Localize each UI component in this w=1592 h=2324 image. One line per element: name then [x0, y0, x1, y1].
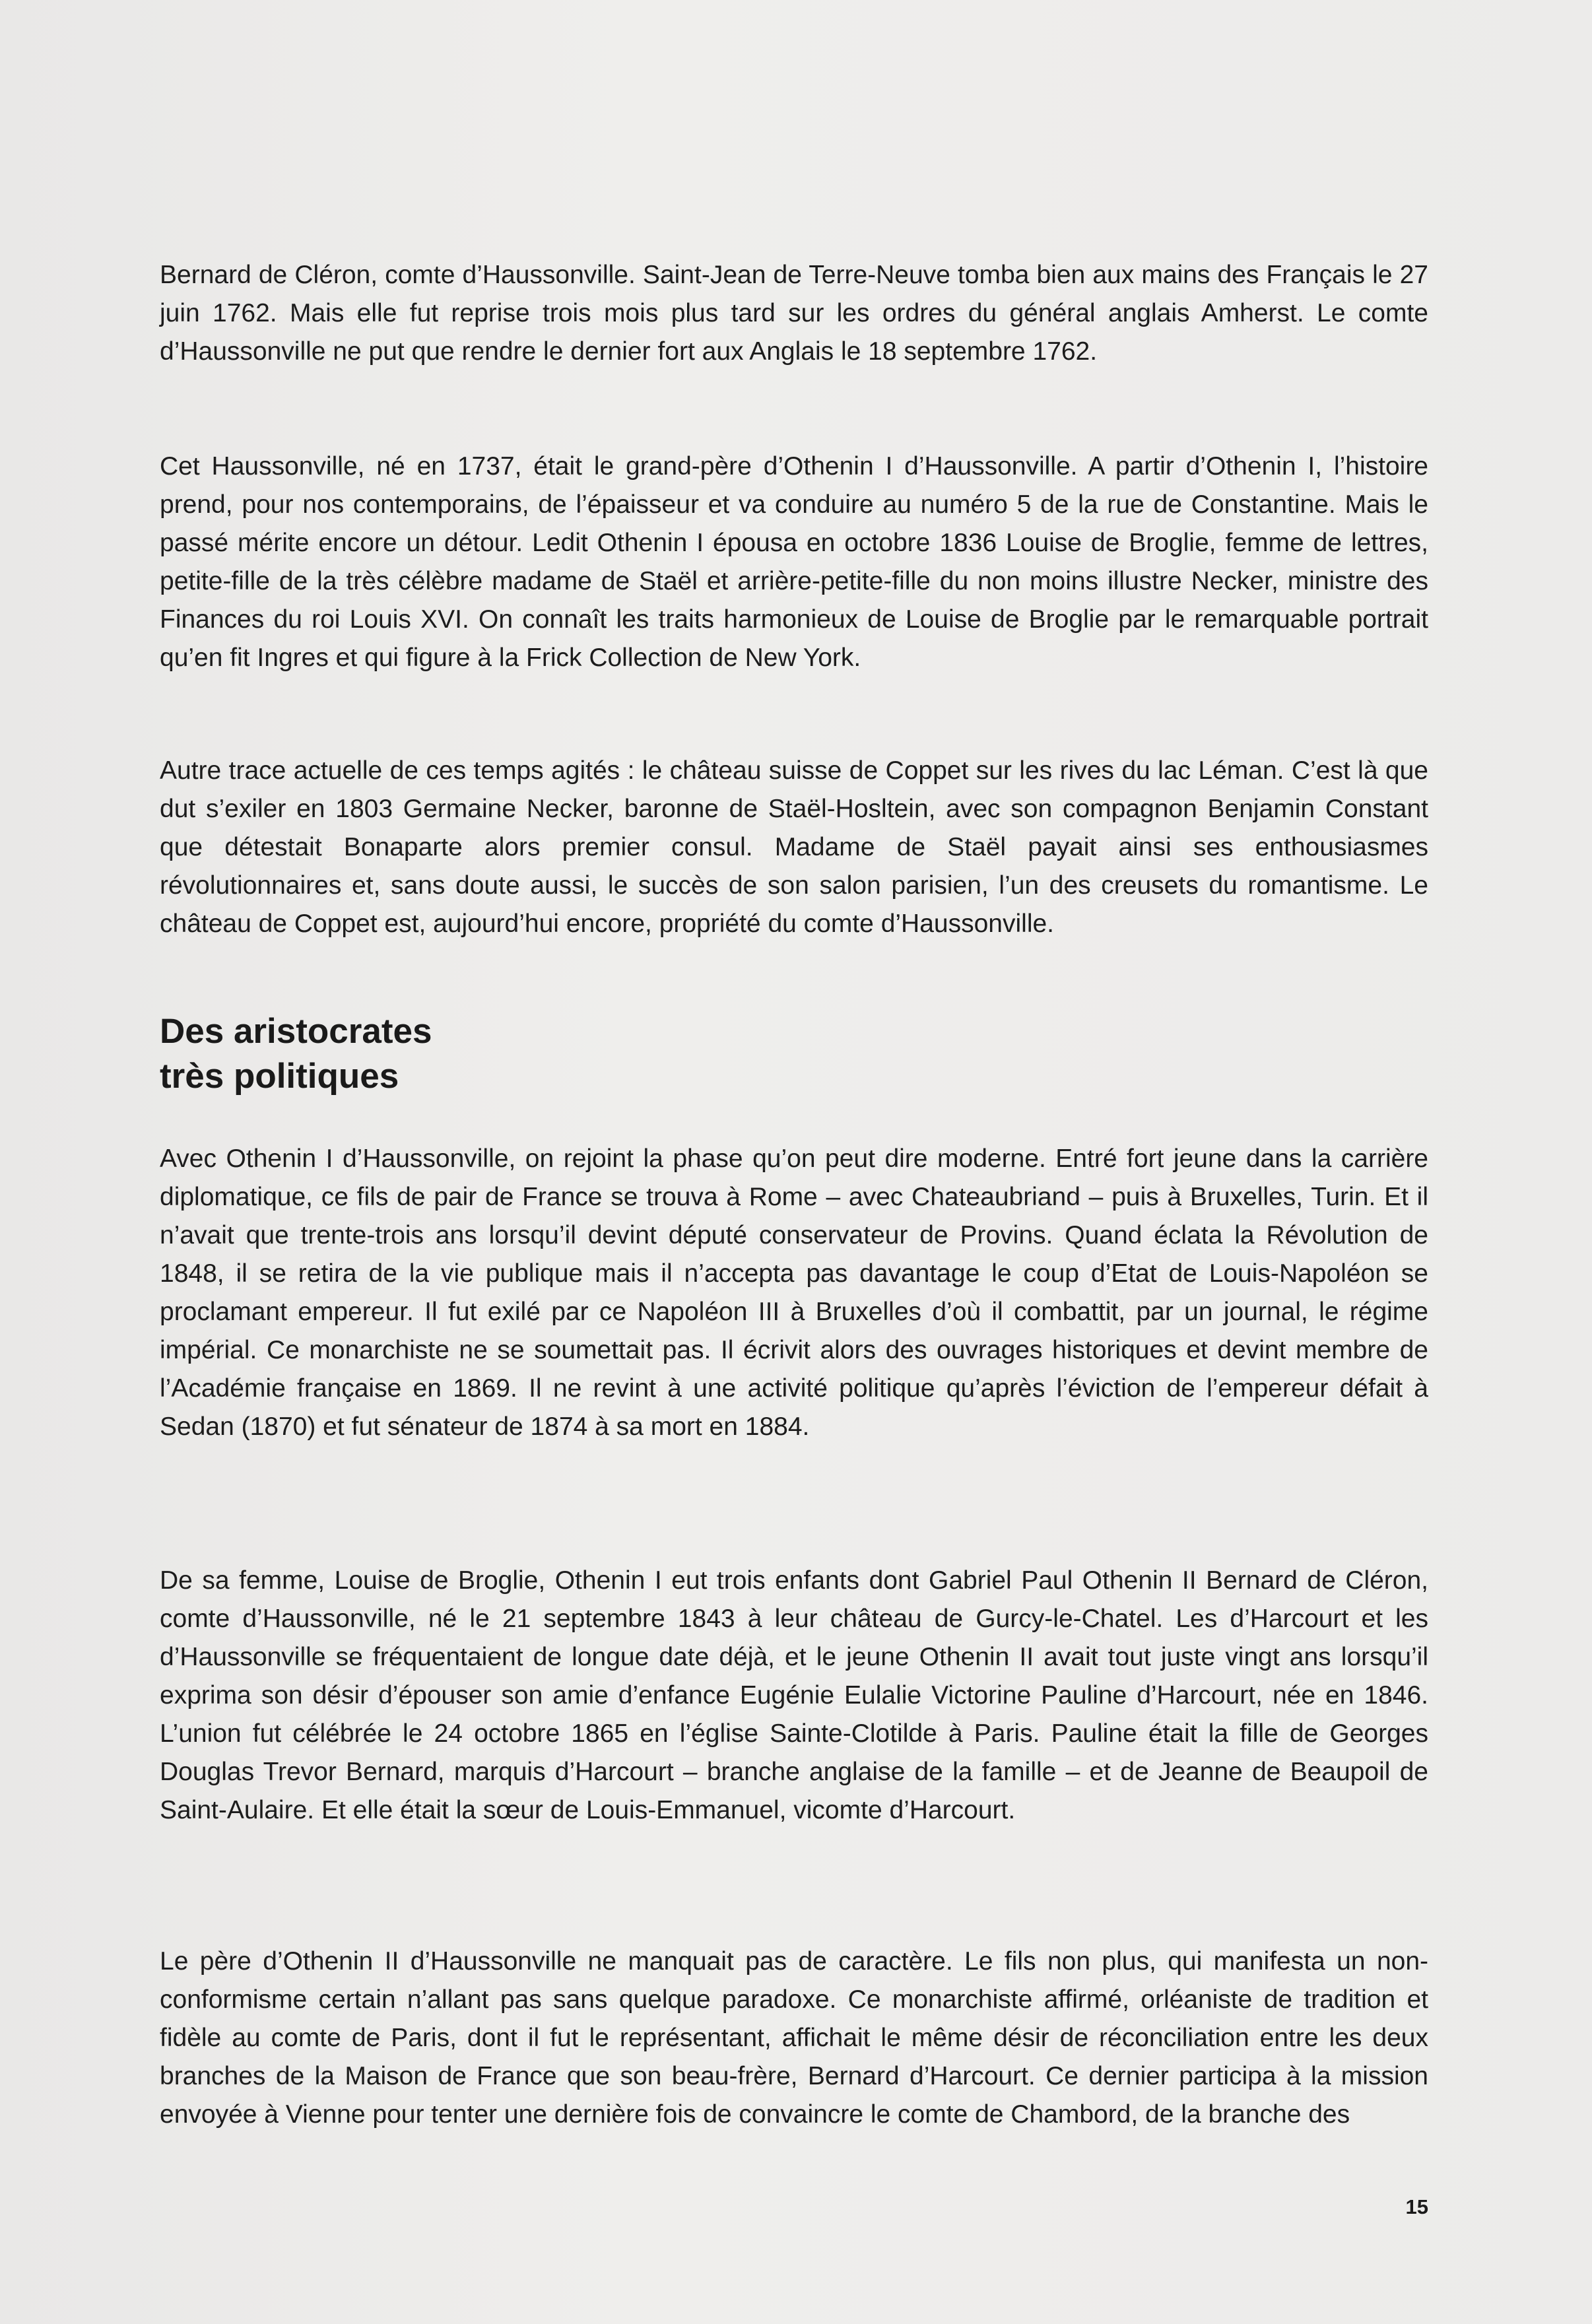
page-number: 15: [1405, 2195, 1428, 2218]
paragraph-5: De sa femme, Louise de Broglie, Othenin I eut trois enfants dont Gabriel Paul Othenin II Bernard de Cléron, comte d’Haussonville, né le 21 septembre 1843 à leur château de Gurcy-le-Chatel. Les d’Harcourt et les d’Haussonville se fréquentaient de longue date déjà, et le jeune Othenin II avait tout juste vingt ans lorsqu’il exprima son désir d’épouser son amie d’enfance Eugénie Eulalie Victorine Pauline d’Harcourt, née en 1846. L’union fut célébrée le 24 octobre 1865 en l’église Sainte-Clotilde à Paris. Pauline était la fille de Georges Douglas Trevor Bernard, marquis d’Harcourt – branche anglaise de la famille – et de Jeanne de Beaupoil de Saint-Aulaire. Et elle était la sœur de Louis-Emmanuel, vicomte d’Harcourt.: [160, 1566, 1428, 1824]
section-heading-line-2: très politiques: [160, 1057, 399, 1096]
paragraph-6: Le père d’Othenin II d’Haussonville ne manquait pas de caractère. Le fils non plus, qui manifesta un non-conformisme certain n’allant pas sans quelque paradoxe. Ce monarchiste affirmé, orléaniste de tradition et fidèle au comte de Paris, dont il fut le représentant, affichait le même désir de réconciliation entre les deux branches de la Maison de France que son beau-frère, Bernard d’Harcourt. Ce dernier participa à la mission envoyée à Vienne pour tenter une dernière fois de convaincre le comte de Chambord, de la branche des: [160, 1947, 1428, 2129]
paragraph-3: Autre trace actuelle de ces temps agités : le château suisse de Coppet sur les rives du lac Léman. C’est là que dut s’exiler en 1803 Germaine Necker, baronne de Staël-Hosltein, avec son compagnon Benjamin Constant que détestait Bonaparte alors premier consul. Madame de Staël payait ainsi ses enthousiasmes révolutionnaires et, sans doute aussi, le succès de son salon parisien, l’un des creusets du romantisme. Le château de Coppet est, aujourd’hui encore, propriété du comte d’Haussonville.: [160, 756, 1428, 938]
section-heading: [160, 1009, 952, 1099]
section-heading-line-1: Des aristocrates: [160, 1012, 432, 1051]
paragraph-4: Avec Othenin I d’Haussonville, on rejoint la phase qu’on peut dire moderne. Entré fort jeune dans la carrière diplomatique, ce fils de pair de France se trouva à Rome – avec Chateaubriand – puis à Bruxelles, Turin. Et il n’avait que trente-trois ans lorsqu’il devint député conservateur de Provins. Quand éclata la Révolution de 1848, il se retira de la vie publique mais il n’accepta pas davantage le coup d’Etat de Louis-Napoléon se proclamant empereur. Il fut exilé par ce Napoléon III à Bruxelles d’où il combattit, par un journal, le régime impérial. Ce monarchiste ne se soumettait pas. Il écrivit alors des ouvrages historiques et devint membre de l’Académie française en 1869. Il ne revint à une activité politique qu’après l’éviction de l’empereur défait à Sedan (1870) et fut sénateur de 1874 à sa mort en 1884.: [160, 1145, 1428, 1441]
paragraph-2: Cet Haussonville, né en 1737, était le grand-père d’Othenin I d’Haussonville. A partir d’Othenin I, l’histoire prend, pour nos contemporains, de l’épaisseur et va conduire au numéro 5 de la rue de Constantine. Mais le passé mérite encore un détour. Ledit Othenin I épousa en octobre 1836 Louise de Broglie, femme de lettres, petite-fille de la très célèbre madame de Staël et arrière-petite-fille du non moins illustre Necker, ministre des Finances du roi Louis XVI. On connaît les traits harmonieux de Louise de Broglie par le remarquable portrait qu’en fit Ingres et qui figure à la Frick Collection de New York.: [160, 452, 1428, 672]
paragraph-1: Bernard de Cléron, comte d’Haussonville. Saint-Jean de Terre-Neuve tomba bien aux mains des Français le 27 juin 1762. Mais elle fut reprise trois mois plus tard sur les ordres du général anglais Amherst. Le comte d’Haussonville ne put que rendre le dernier fort aux Anglais le 18 septembre 1762.: [160, 261, 1428, 366]
